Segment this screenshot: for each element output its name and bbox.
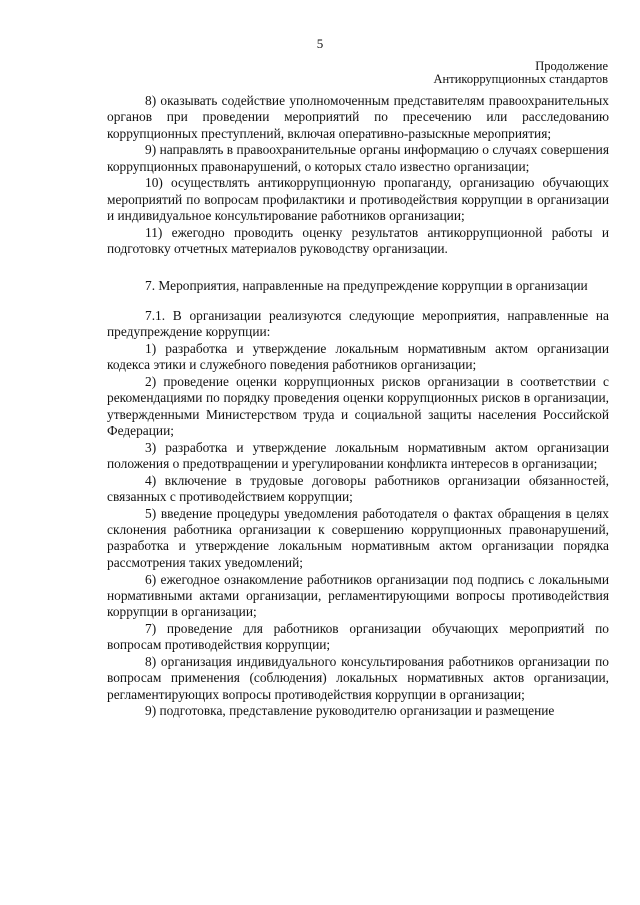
list-item: 7) проведение для работников организации обучающих мероприятий по вопросам противодействия коррупции; (107, 620, 609, 653)
list-item: 10) осуществлять антикоррупционную пропаганду, организацию обучающих мероприятий по вопросам профилактики и противодействия коррупции в организации и индивидуальное консультирование работников организации; (107, 175, 609, 224)
list-item: 11) ежегодно проводить оценку результатов антикоррупционной работы и подготовку отчетных материалов руководству организации. (107, 224, 609, 257)
list-item: 9) направлять в правоохранительные органы информацию о случаях совершения коррупционных правонарушений, о которых стало известно организации; (107, 142, 609, 174)
section-heading: 7. Мероприятия, направленные на предупреждение коррупции в организации (145, 278, 588, 294)
document-title: Антикоррупционных стандартов (433, 72, 608, 86)
list-item: 8) организация индивидуального консультирования работников организации по вопросам применения (соблюдения) локальных нормативных актов организации, регламентирующих вопросы противодействия коррупции в организации; (107, 654, 609, 702)
page-number: 5 (316, 36, 324, 51)
list-item: 8) оказывать содействие уполномоченным представителям правоохранительных органов при проведении мероприятий по пресечению или расследованию коррупционных преступлений, включая оперативно-разыскные мероприятия; (107, 93, 609, 141)
list-item: 1) разработка и утверждение локальным нормативным актом организации кодекса этики и служебного поведения работников организации; (107, 340, 609, 373)
list-item: 5) введение процедуры уведомления работодателя о фактах обращения в целях склонения работника организации к совершению коррупционных правонарушений, разработка и утверждение локальным нормативным актом организации порядка рассмотрения таких уведомлений; (107, 505, 609, 570)
list-item: 6) ежегодное ознакомление работников организации под подпись с локальными нормативными актами организации, регламентирующими вопросы противодействия коррупции в организации; (107, 571, 609, 620)
running-header (434, 60, 608, 86)
list-item: 3) разработка и утверждение локальным нормативным актом организации положения о предотвращении и урегулировании конфликта интересов в организации; (107, 439, 609, 471)
continuation-label: Продолжение (535, 59, 608, 73)
list-item: 2) проведение оценки коррупционных рисков организации в соответствии с рекомендациями по порядку проведения оценки коррупционных рисков в организации, утвержденными Министерством труда и социальной защиты населения Российской Федерации; (107, 373, 609, 438)
document-body (107, 93, 609, 720)
list-item: 9) подготовка, представление руководителю организации и размещение (145, 703, 555, 719)
list-item: 4) включение в трудовые договоры работников организации обязанностей, связанных с противодействием коррупции; (107, 472, 609, 505)
section-intro: 7.1. В организации реализуются следующие мероприятия, направленные на предупреждение коррупции: (107, 307, 609, 340)
